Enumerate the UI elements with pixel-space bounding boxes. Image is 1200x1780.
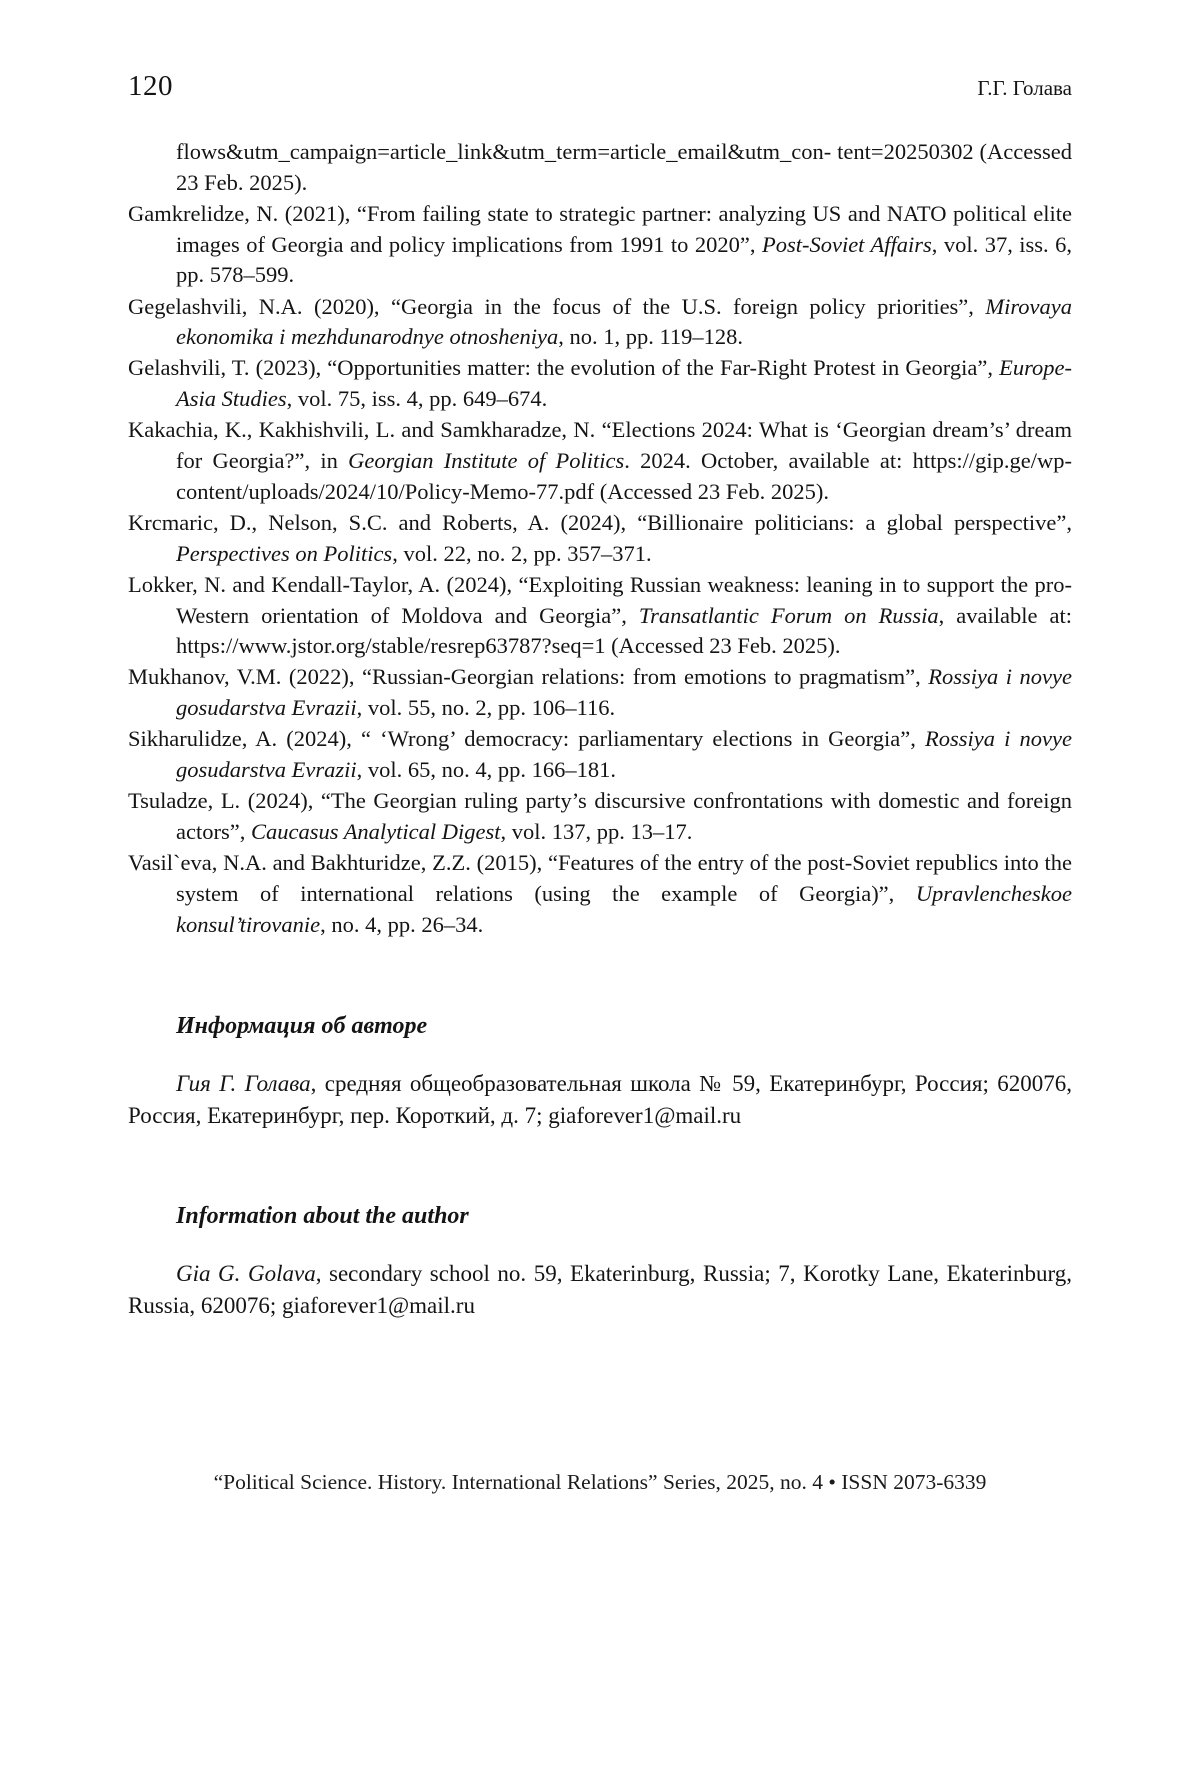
running-head-author: Г.Г. Голава — [977, 76, 1072, 100]
running-head — [128, 70, 1072, 103]
reference-entry: Kakachia, K., Kakhishvili, L. and Samkharadze, N. “Elections 2024: What is ‘Georgian dream’s’ dream for Georgia?”, in Georgian Institute of Politics. 2024. October, available at: https://gip.ge/wp-content/uploads/2024/10/Policy-Memo-77.pdf (Accessed 23 Feb. 2025). — [128, 417, 1073, 504]
spacer — [128, 1040, 1072, 1068]
reference-entry: Gegelashvili, N.A. (2020), “Georgia in the focus of the U.S. foreign policy priorities”, Mirovaya ekonomika i mezhdunarodnye otnosheniya, no. 1, pp. 119–128. — [128, 293, 1072, 350]
spacer — [128, 941, 1072, 1013]
author-info-ru-heading: Информация об авторе — [176, 1012, 428, 1039]
references-list — [128, 137, 1072, 940]
spacer — [128, 1131, 1072, 1203]
reference-entry: Lokker, N. and Kendall-Taylor, A. (2024), “Exploiting Russian weakness: leaning in to support the pro-Western orientation of Moldova and Georgia”, Transatlantic Forum on Russia, available at: https://www.jstor.org/stable/resrep63787?seq=1 (Accessed 23 Feb. 2025). — [128, 571, 1072, 659]
page-footer: “Political Science. History. International Relations” Series, 2025, no. 4 • ISSN 2073-6339 — [213, 1470, 987, 1494]
author-info-en-body: Gia G. Golava, secondary school no. 59, Ekaterinburg, Russia; 7, Korotky Lane, Ekaterinburg, Russia, 620076; giaforever1@mail.ru — [128, 1261, 1072, 1318]
reference-entry: Gamkrelidze, N. (2021), “From failing state to strategic partner: analyzing US and NATO political elite images of Georgia and policy implications from 1991 to 2020”, Post-Soviet Affairs, vol. 37, iss. 6, pp. 578–599. — [128, 200, 1073, 288]
reference-entry: Sikharulidze, A. (2024), “ ‘Wrong’ democracy: parliamentary elections in Georgia”, Rossiya i novye gosudarstva Evrazii, vol. 65, no. 4, pp. 166–181. — [128, 726, 1072, 783]
reference-entry: Krcmaric, D., Nelson, S.C. and Roberts, A. (2024), “Billionaire politicians: a global perspective”, Perspectives on Politics, vol. 22, no. 2, pp. 357–371. — [128, 509, 1072, 566]
reference-entry: Vasil`eva, N.A. and Bakhturidze, Z.Z. (2015), “Features of the entry of the post-Soviet republics into the system of international relations (using the example of Georgia)”, Upravlencheskoe konsul’tirovanie, no. 4, pp. 26–34. — [128, 850, 1072, 937]
reference-entry: Tsuladze, L. (2024), “The Georgian ruling party’s discursive confrontations with domestic and foreign actors”, Caucasus Analytical Digest, vol. 137, pp. 13–17. — [128, 788, 1072, 844]
reference-entry: Mukhanov, V.M. (2022), “Russian-Georgian relations: from emotions to pragmatism”, Rossiya i novye gosudarstva Evrazii, vol. 55, no. 2, pp. 106–116. — [128, 664, 1072, 721]
page-number: 120 — [128, 70, 173, 102]
spacer — [128, 1230, 1072, 1258]
page-content — [128, 70, 1072, 1322]
author-info-ru-body: Гия Г. Голава, средняя общеобразовательная школа № 59, Екатеринбург, Россия; 620076, Россия, Екатеринбург, пер. Короткий, д. 7; giaforever1@mail.ru — [128, 1070, 1072, 1128]
reference-entry-continuation: flows&utm_campaign=article_link&utm_term=article_email&utm_con- tent=20250302 (Accessed 23 Feb. 2025). — [176, 139, 1072, 195]
reference-entry: Gelashvili, T. (2023), “Opportunities matter: the evolution of the Far-Right Protest in Georgia”, Europe-Asia Studies, vol. 75, iss. 4, pp. 649–674. — [128, 355, 1072, 412]
author-info-en-heading: Information about the author — [176, 1203, 469, 1230]
